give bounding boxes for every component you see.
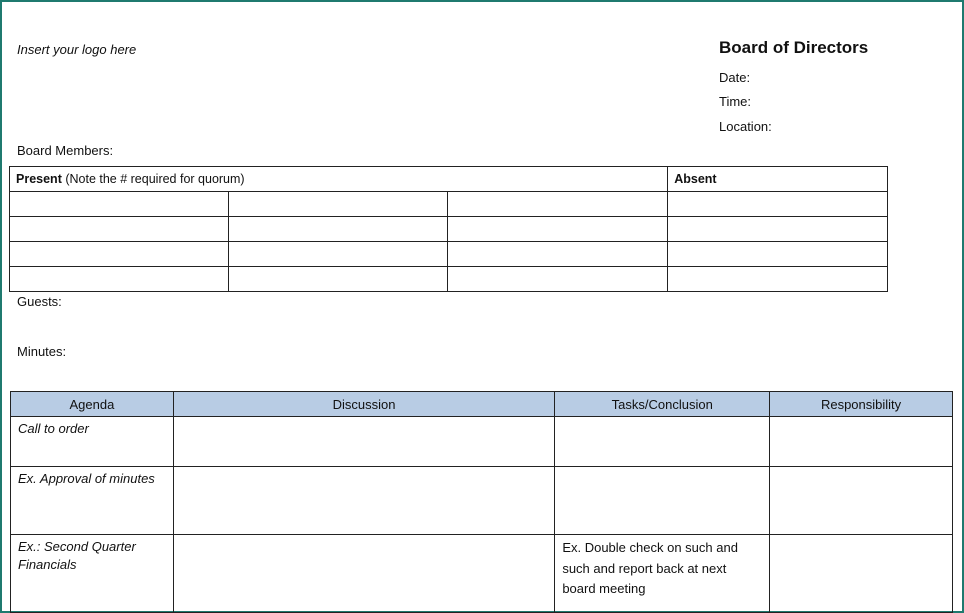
tasks-cell[interactable] — [555, 467, 770, 535]
agenda-header-row — [11, 392, 953, 417]
board-members-table — [9, 166, 888, 292]
quorum-note: (Note the # required for quorum) — [61, 172, 245, 186]
member-row — [10, 242, 888, 267]
agenda-item[interactable]: Call to order — [11, 417, 174, 467]
absent-cell[interactable] — [668, 242, 888, 267]
responsibility-cell[interactable] — [770, 417, 953, 467]
member-row — [10, 217, 888, 242]
agenda-row — [11, 417, 953, 467]
guests-label: Guests: — [17, 294, 62, 309]
discussion-header: Discussion — [173, 392, 554, 417]
member-row — [10, 192, 888, 217]
member-cell[interactable] — [10, 267, 229, 292]
agenda-table — [10, 391, 953, 613]
present-header-cell — [10, 167, 668, 192]
member-cell[interactable] — [448, 267, 668, 292]
absent-cell[interactable] — [668, 192, 888, 217]
member-cell[interactable] — [448, 242, 668, 267]
responsibility-cell[interactable] — [770, 467, 953, 535]
member-cell[interactable] — [10, 192, 229, 217]
agenda-row — [11, 535, 953, 613]
responsibility-cell[interactable] — [770, 535, 953, 613]
date-label: Date: — [719, 70, 751, 85]
member-row — [10, 267, 888, 292]
member-cell[interactable] — [228, 217, 448, 242]
discussion-cell[interactable] — [173, 535, 554, 613]
discussion-cell[interactable] — [173, 417, 554, 467]
agenda-header: Agenda — [11, 392, 174, 417]
present-label: Present — [16, 172, 62, 186]
board-members-label: Board Members: — [17, 143, 114, 158]
tasks-cell[interactable]: Ex. Double check on such and such and report back at next board meeting — [555, 535, 770, 613]
member-cell[interactable] — [10, 217, 229, 242]
tasks-cell[interactable] — [555, 417, 770, 467]
absent-cell[interactable] — [668, 217, 888, 242]
member-cell[interactable] — [10, 242, 229, 267]
tasks-header: Tasks/Conclusion — [555, 392, 770, 417]
location-label: Location: — [719, 119, 772, 134]
minutes-label: Minutes: — [17, 344, 67, 359]
members-header-row — [10, 167, 888, 192]
responsibility-header: Responsibility — [770, 392, 953, 417]
time-label: Time: — [719, 94, 752, 109]
member-cell[interactable] — [228, 267, 448, 292]
member-cell[interactable] — [228, 192, 448, 217]
discussion-cell[interactable] — [173, 467, 554, 535]
absent-cell[interactable] — [668, 267, 888, 292]
agenda-row — [11, 467, 953, 535]
absent-header-cell: Absent — [668, 167, 888, 192]
member-cell[interactable] — [448, 192, 668, 217]
logo-placeholder[interactable]: Insert your logo here — [17, 42, 137, 57]
member-cell[interactable] — [448, 217, 668, 242]
agenda-item[interactable]: Ex. Approval of minutes — [11, 467, 174, 535]
member-cell[interactable] — [228, 242, 448, 267]
document-title: Board of Directors — [719, 38, 869, 57]
agenda-item[interactable]: Ex.: Second Quarter Financials — [11, 535, 174, 613]
